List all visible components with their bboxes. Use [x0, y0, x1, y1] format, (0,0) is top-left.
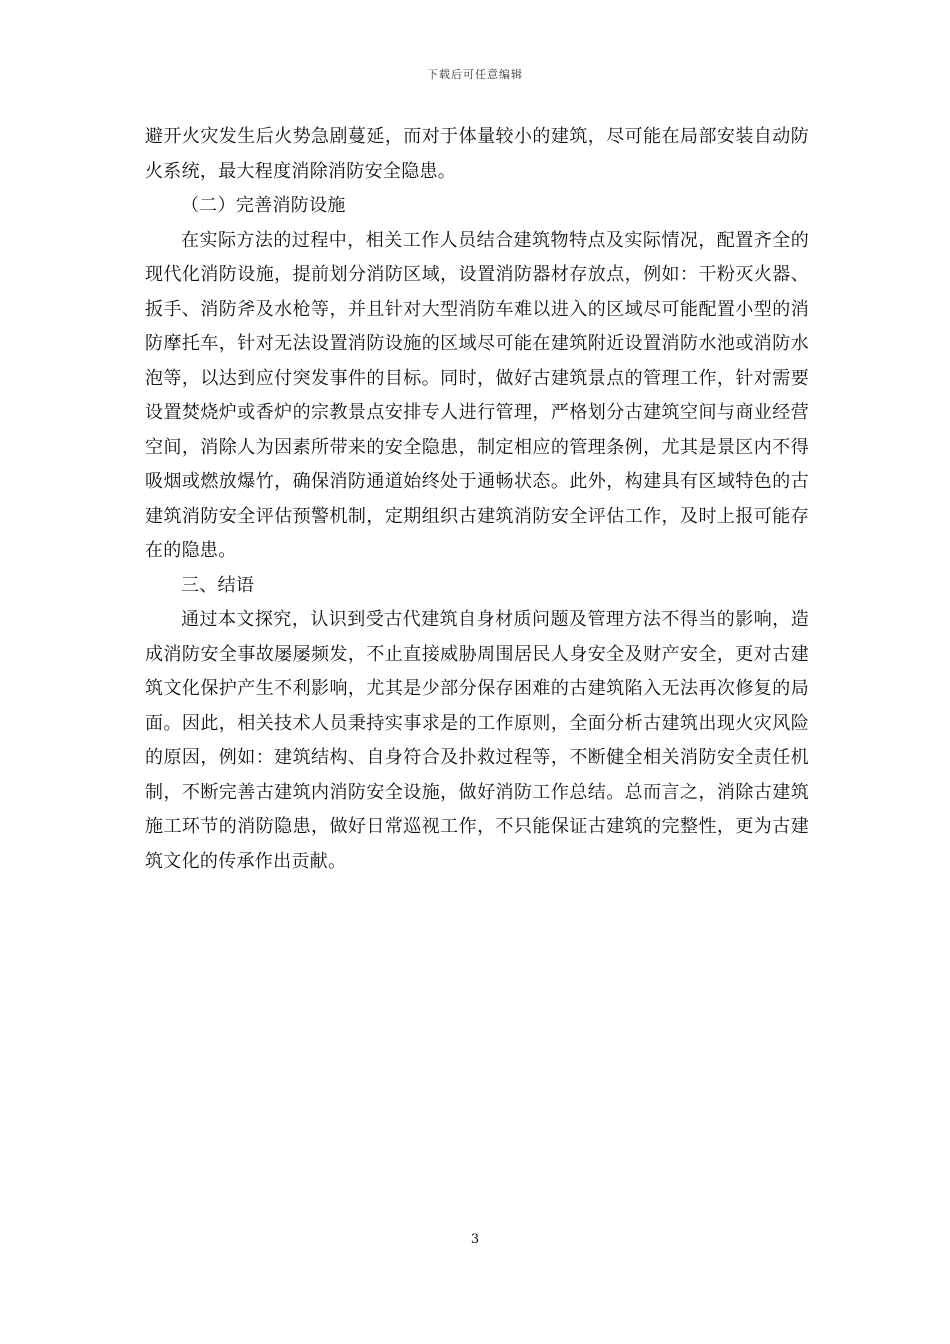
- page-header: 下载后可任意编辑: [427, 68, 523, 81]
- section-heading-improve-facilities: （二）完善消防设施: [181, 195, 346, 216]
- paragraph-continuation: 避开火灾发生后火势急剧蔓延，而对于体量较小的建筑，尽可能在局部安装自动防火系统，最大程度消除消防安全隐患。: [145, 126, 809, 182]
- paragraph-conclusion: 通过本文探究，认识到受古代建筑自身材质问题及管理方法不得当的影响，造成消防安全事故屡屡频发，不止直接威胁周围居民人身安全及财产安全，更对古建筑文化保护产生不利影响，尤其是少部分保存困难的古建筑陷入无法再次修复的局面。因此，相关技术人员秉持实事求是的工作原则，全面分析古建筑出现火灾风险的原因，例如：建筑结构、自身符合及扑救过程等，不断健全相关消防安全责任机制，不断完善古建筑内消防安全设施，做好消防工作总结。总而言之，消除古建筑施工环节的消防隐患，做好日常巡视工作，不只能保证古建筑的完整性，更为古建筑文化的传承作出贡献。: [145, 609, 809, 872]
- page-number: 3: [470, 1232, 480, 1247]
- paragraph-facilities: 在实际方法的过程中，相关工作人员结合建筑物特点及实际情况，配置齐全的现代化消防设施，提前划分消防区域，设置消防器材存放点，例如：干粉灭火器、扳手、消防斧及水枪等，并且针对大型消防车难以进入的区域尽可能配置小型的消防摩托车，针对无法设置消防设施的区域尽可能在建筑附近设置消防水池或消防水泡等，以达到应付突发事件的目标。同时，做好古建筑景点的管理工作，针对需要设置焚烧炉或香炉的宗教景点安排专人进行管理，严格划分古建筑空间与商业经营空间，消除人为因素所带来的安全隐患，制定相应的管理条例，尤其是景区内不得吸烟或燃放爆竹，确保消防通道始终处于通畅状态。此外，构建具有区域特色的古建筑消防安全评估预警机制，定期组织古建筑消防安全评估工作，及时上报可能存在的隐患。: [145, 229, 809, 561]
- section-heading-conclusion: 三、结语: [181, 574, 255, 596]
- document-body: [145, 120, 809, 879]
